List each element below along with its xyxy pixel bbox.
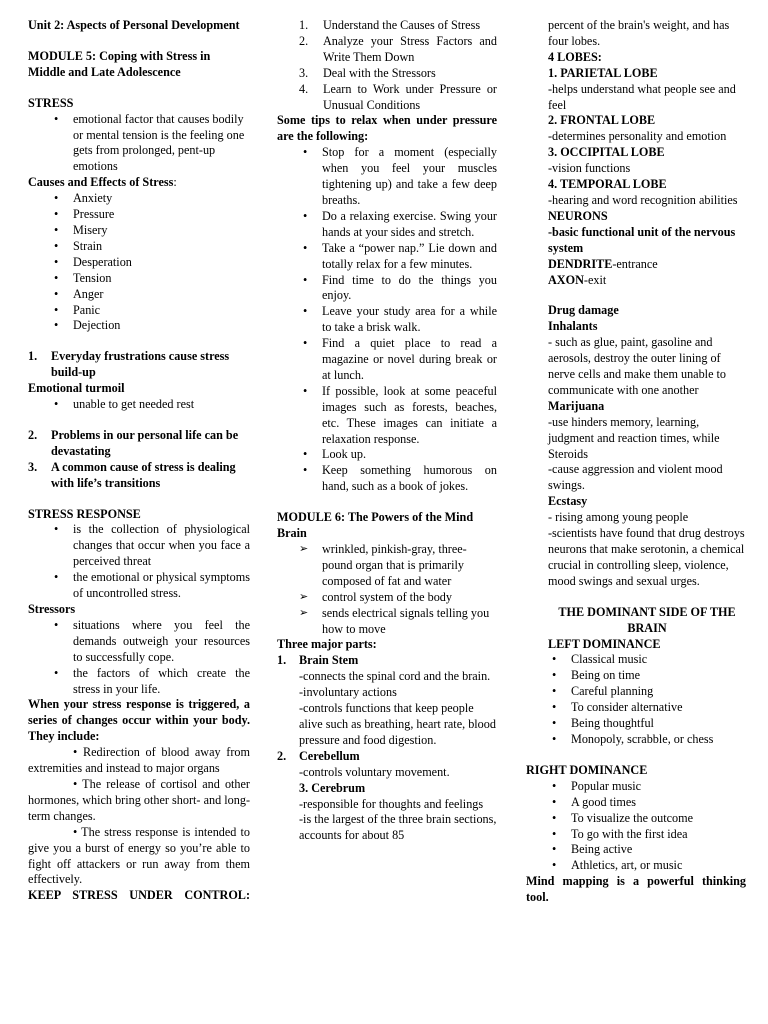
lobes-heading: 4 LOBES: [548, 49, 602, 64]
tip-item: • Do a relaxing exercise. Swing your hands at your sides and stretch. [277, 209, 497, 241]
cause-item: • Misery [28, 223, 250, 239]
response-item: • the emotional or physical symptoms of uncontrolled stress. [28, 570, 250, 602]
lobe-name: 2. FRONTAL LOBE [548, 113, 656, 128]
module5-title: MODULE 5: Coping with Stress in Middle and Late Adolescence [28, 48, 211, 79]
cause-item: • Strain [28, 239, 250, 255]
control-steps-list [277, 18, 497, 113]
tip-item: • Find time to do the things you enjoy. [277, 273, 497, 305]
right-dominance-item: • A good times [526, 795, 746, 811]
right-dominance-item: • Being active [526, 842, 746, 858]
change-item: • Redirection of blood away from extremities and instead to major organs [28, 745, 250, 776]
brain-point: ➢ sends electrical signals telling you how to move [299, 605, 490, 636]
cerebrum-continued: percent of the brain's weight, and has four lobes. [548, 18, 730, 48]
cause-item: • Tension [28, 271, 250, 287]
change-item: • The release of cortisol and other hormones, which bring other short- and long-term changes. [28, 776, 250, 823]
cause-numbered-item: 3. A common cause of stress is dealing with life’s transitions [28, 459, 236, 490]
stressor-item: • the factors of which create the stress in your life. [28, 666, 250, 698]
mind-mapping-text: Mind mapping is a powerful thinking tool. [526, 874, 746, 905]
lobe-name: 4. TEMPORAL LOBE [548, 177, 667, 192]
left-dominance-list [526, 652, 746, 747]
tip-item: • Leave your study area for a while to take a brisk walk. [277, 304, 497, 336]
marijuana-desc: -use hinders memory, learning, judgment and reaction times, while [548, 414, 720, 445]
stress-def-list [28, 112, 250, 176]
cause-item: • Dejection [28, 318, 250, 334]
change-item: • The stress response is intended to give you a burst of energy so you’re able to fight off attackers or run away from them effectively. [28, 824, 250, 887]
parts-heading: Three major parts: [277, 637, 377, 652]
stressors-list [28, 618, 250, 698]
ecstasy-heading: Ecstasy [548, 494, 588, 509]
lobe-desc: -hearing and word recognition abilities [548, 192, 738, 207]
steroids-heading: Steroids [548, 446, 588, 461]
brain-heading: Brain [277, 526, 307, 541]
turmoil-item: • unable to get needed rest [28, 397, 250, 413]
right-dominance-item: • Athletics, art, or music [526, 858, 746, 874]
arrow-bullet-icon: ➢ [299, 606, 309, 619]
column-1 [28, 18, 250, 904]
cause-item: • Pressure [28, 207, 250, 223]
right-dominance-item: • Popular music [526, 779, 746, 795]
cause-numbered-item: 2. Problems in our personal life can be devastating [28, 427, 239, 458]
triggered-text: When your stress response is triggered, a series of changes occur within your body. They include: [28, 697, 250, 744]
stressor-item: • situations where you feel the demands outweigh your resources to successfully cope. [28, 618, 250, 666]
brain-point: ➢ control system of the body [299, 589, 452, 604]
left-dominance-item: • Being thoughtful [526, 716, 746, 732]
left-dominance-item: • Being on time [526, 668, 746, 684]
tip-item: • Keep something humorous on hand, such as a book of jokes. [277, 463, 497, 495]
brain-part-stem: 1. Brain Stem -connects the spinal cord and the brain. -involuntary actions -controls functions that keep people alive such as breathing, heart rate, blood pressure and food digestion. [277, 653, 496, 747]
tip-item: • If possible, look at some peaceful images such as forests, beaches, etc. These images can initiate a relaxation response. [277, 384, 497, 448]
stressors-heading: Stressors [28, 602, 76, 616]
turmoil-list [28, 397, 250, 413]
causes-list [28, 191, 250, 334]
marijuana-heading: Marijuana [548, 398, 605, 413]
dendrite-line: DENDRITE-entrance [548, 256, 658, 271]
left-dominance-heading: LEFT DOMINANCE [548, 636, 661, 651]
turmoil-heading: Emotional turmoil [28, 381, 125, 396]
causes-heading-line: Causes and Effects of Stress: [28, 175, 177, 190]
control-step: 4. Learn to Work under Pressure or Unusual Conditions [299, 81, 497, 112]
column-2 [277, 18, 497, 844]
dominant-heading: THE DOMINANT SIDE OF THE BRAIN [558, 604, 736, 635]
inhalants-heading: Inhalants [548, 319, 598, 334]
brain-parts-list [277, 653, 497, 844]
cause-item: • Panic [28, 303, 250, 319]
ecstasy-desc: - rising among young people [548, 510, 689, 525]
steroids-desc: -cause aggression and violent mood swings. [548, 462, 723, 493]
lobe-name: 3. OCCIPITAL LOBE [548, 145, 665, 160]
lobe-desc: -helps understand what people see and feel [548, 81, 736, 112]
left-dominance-item: • To consider alternative [526, 700, 746, 716]
cause-list-1 [28, 349, 250, 381]
unit-title: Unit 2: Aspects of Personal Development [28, 18, 240, 32]
axon-line: AXON-exit [548, 272, 607, 287]
tip-item: • Look up. [277, 447, 497, 463]
neurons-def: -basic functional unit of the nervous system [548, 224, 736, 255]
cause-numbered-item: 1. Everyday frustrations cause stress build-up [28, 349, 230, 380]
column-3 [526, 18, 746, 906]
cause-item: • Anger [28, 287, 250, 303]
right-dominance-list [526, 779, 746, 874]
brain-point: ➢ wrinkled, pinkish-gray, three-pound organ that is primarily composed of fat and water [299, 542, 467, 588]
arrow-bullet-icon: ➢ [299, 543, 309, 555]
inhalants-desc: - such as glue, paint, gasoline and aerosols, destroy the outer lining of nerve cells and make them unable to communicate with one another [548, 335, 727, 397]
control-step: 3. Deal with the Stressors [299, 65, 436, 80]
control-step: 1. Understand the Causes of Stress [299, 18, 481, 32]
left-dominance-item: • Classical music [526, 652, 746, 668]
right-dominance-item: • To go with the first idea [526, 827, 746, 843]
left-dominance-item: • Careful planning [526, 684, 746, 700]
arrow-bullet-icon: ➢ [299, 590, 309, 603]
causes-heading: Causes and Effects of Stress [28, 175, 174, 190]
cause-item: • Desperation [28, 255, 250, 271]
col3-intro [526, 18, 746, 652]
lobe-name: 1. PARIETAL LOBE [548, 65, 658, 80]
response-item: • is the collection of physiological changes that occur when you face a perceived threat [28, 522, 250, 570]
neurons-heading: NEURONS [548, 208, 608, 223]
drug-heading: Drug damage [548, 303, 619, 318]
cause-list-2 [28, 428, 250, 492]
right-dominance-heading: RIGHT DOMINANCE [526, 762, 648, 777]
tip-item: • Stop for a moment (especially when you feel your muscles tightening up) and take a few deep breaths. [277, 145, 497, 209]
ecstasy-desc: -scientists have found that drug destroys neurons that make serotonin, a chemical crucial in controlling sleep, violence, mood swings and sexual urges. [548, 526, 745, 588]
brain-points-list [277, 542, 497, 637]
keep-heading: KEEP STRESS UNDER CONTROL: [28, 888, 250, 903]
module6-title: MODULE 6: The Powers of the Mind [277, 510, 474, 525]
tip-item: • Take a “power nap.” Lie down and totally relax for a few minutes. [277, 241, 497, 273]
stress-def: • emotional factor that causes bodily or mental tension is the feeling one gets from prolonged, pent-up emotions [28, 112, 250, 176]
right-dominance-item: • To visualize the outcome [526, 811, 746, 827]
response-list [28, 522, 250, 602]
lobe-desc: -vision functions [548, 161, 631, 176]
control-step: 2. Analyze your Stress Factors and Write Them Down [299, 33, 497, 64]
response-heading: STRESS RESPONSE [28, 506, 141, 521]
brain-part-cerebellum: 2. Cerebellum -controls voluntary movement. 3. Cerebrum -responsible for thoughts and feelings -is the largest of the three brain sections, accounts for about 85 [277, 748, 497, 843]
stress-heading: STRESS [28, 95, 74, 110]
tips-list [277, 145, 497, 495]
cause-item: • Anxiety [28, 191, 250, 207]
tips-heading: Some tips to relax when under pressure are the following: [277, 113, 497, 144]
left-dominance-item: • Monopoly, scrabble, or chess [526, 732, 746, 748]
tip-item: • Find a quiet place to read a magazine or novel during break or at lunch. [277, 336, 497, 384]
lobe-desc: -determines personality and emotion [548, 129, 727, 144]
